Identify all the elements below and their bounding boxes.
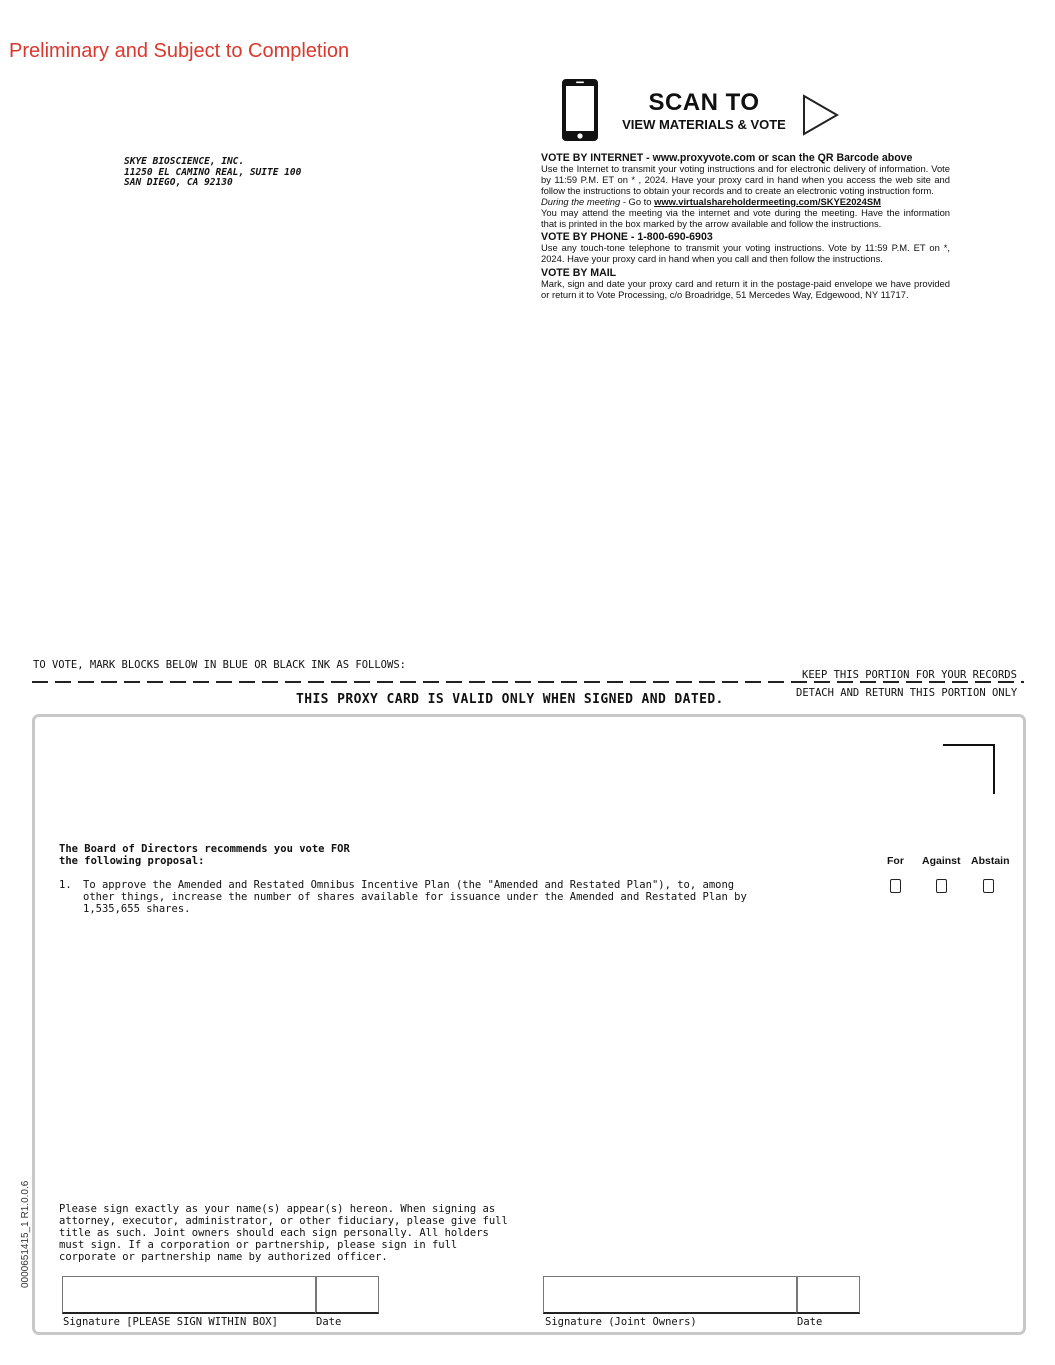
- during-meeting-label: During the meeting: [541, 195, 621, 207]
- board-recommendation: [59, 843, 350, 867]
- proposal-text: To approve the Amended and Restated Omnibus Incentive Plan (the "Amended and Restated Plan"), to, among other things, increase the number of shares available for issuance under the Amended and Restated Plan by 1,535,655 shares.: [83, 879, 747, 915]
- phone-text: Use any touch-tone telephone to transmit your voting instructions. Vote by 11:59 P.M. ET on *, 2024. Have your proxy card in hand when you call and then follow the instructions.: [541, 242, 950, 265]
- internet-heading: VOTE BY INTERNET - www.proxyvote.com or scan the QR Barcode above: [541, 152, 913, 164]
- address-line-3: SAN DIEGO, CA 92130: [124, 177, 233, 189]
- phone-heading: VOTE BY PHONE - 1-800-690-6903: [541, 231, 713, 244]
- vote-abstain-checkbox[interactable]: [983, 879, 994, 893]
- preliminary-notice: Preliminary and Subject to Completion: [9, 40, 350, 62]
- vote-for-checkbox[interactable]: [890, 879, 901, 893]
- date-box[interactable]: [315, 1276, 379, 1314]
- address-line-1: SKYE BIOSCIENCE, INC.: [124, 156, 245, 167]
- during-meeting-line: [541, 197, 950, 208]
- column-for: For: [887, 855, 904, 867]
- column-against: Against: [922, 855, 961, 867]
- column-abstain: Abstain: [971, 855, 1010, 867]
- joint-date-label: Date: [797, 1316, 823, 1328]
- side-document-code: 0000651415_1 R1.0.0.6: [20, 1180, 31, 1288]
- vote-against-checkbox[interactable]: [936, 879, 947, 893]
- joint-signature-label: Signature (Joint Owners): [545, 1316, 697, 1328]
- joint-signature-box[interactable]: [543, 1276, 798, 1314]
- mailing-address: [124, 157, 301, 189]
- signature-label: Signature [PLEASE SIGN WITHIN BOX]: [63, 1316, 278, 1328]
- voting-instructions: [541, 150, 950, 301]
- scan-to-vote-heading: [614, 89, 794, 132]
- board-line-2: the following proposal:: [59, 855, 205, 867]
- detach-portion-label: DETACH AND RETURN THIS PORTION ONLY: [796, 687, 1018, 699]
- mail-heading: VOTE BY MAIL: [541, 267, 617, 280]
- meeting-url-link[interactable]: www.virtualshareholdermeeting.com/SKYE2024SM: [654, 195, 881, 207]
- keep-portion-label: KEEP THIS PORTION FOR YOUR RECORDS: [802, 669, 1017, 681]
- arrow-play-icon: [802, 94, 840, 136]
- mail-text: Mark, sign and date your proxy card and return it in the postage-paid envelope we have provided or return it to Vote Processing, c/o Broadridge, 51 Mercedes Way, Edgewood, NY 11717.: [541, 278, 950, 301]
- valid-notice: THIS PROXY CARD IS VALID ONLY WHEN SIGNED AND DATED.: [296, 692, 724, 707]
- board-line-1: The Board of Directors recommends you vote FOR: [59, 843, 350, 855]
- signing-instructions: Please sign exactly as your name(s) appear(s) hereon. When signing as attorney, executor, administrator, or other fiduciary, please give full title as such. Joint owners should each sign personally. All holders must sign. If a corporation or partnership, please sign in full corporate or partnership name by authorized officer.: [59, 1203, 508, 1263]
- signature-box[interactable]: [62, 1276, 317, 1314]
- to-vote-instruction: TO VOTE, MARK BLOCKS BELOW IN BLUE OR BLACK INK AS FOLLOWS:: [33, 659, 406, 671]
- smartphone-icon: [561, 78, 599, 142]
- joint-date-box[interactable]: [796, 1276, 860, 1314]
- scan-subtitle: VIEW MATERIALS & VOTE: [622, 117, 786, 132]
- during-meeting-text: You may attend the meeting via the internet and vote during the meeting. Have the information that is printed in the box marked by the arrow available and follow the instructions.: [541, 206, 950, 229]
- detach-dashed-line: [32, 681, 1024, 683]
- proposal-number: 1.: [59, 879, 72, 891]
- internet-text: Use the Internet to transmit your voting instructions and for electronic delivery of information. Vote by 11:59 P.M. ET on * , 2024. Have your proxy card in hand when you access the web site and follow the instructions to obtain your records and to create an electronic voting instruction form.: [541, 163, 950, 196]
- corner-mark: [943, 744, 995, 794]
- date-label: Date: [316, 1316, 342, 1328]
- address-line-2: 11250 EL CAMINO REAL, SUITE 100: [124, 166, 302, 178]
- during-meeting-go: - Go to: [620, 195, 655, 207]
- scan-title: SCAN TO: [648, 89, 760, 116]
